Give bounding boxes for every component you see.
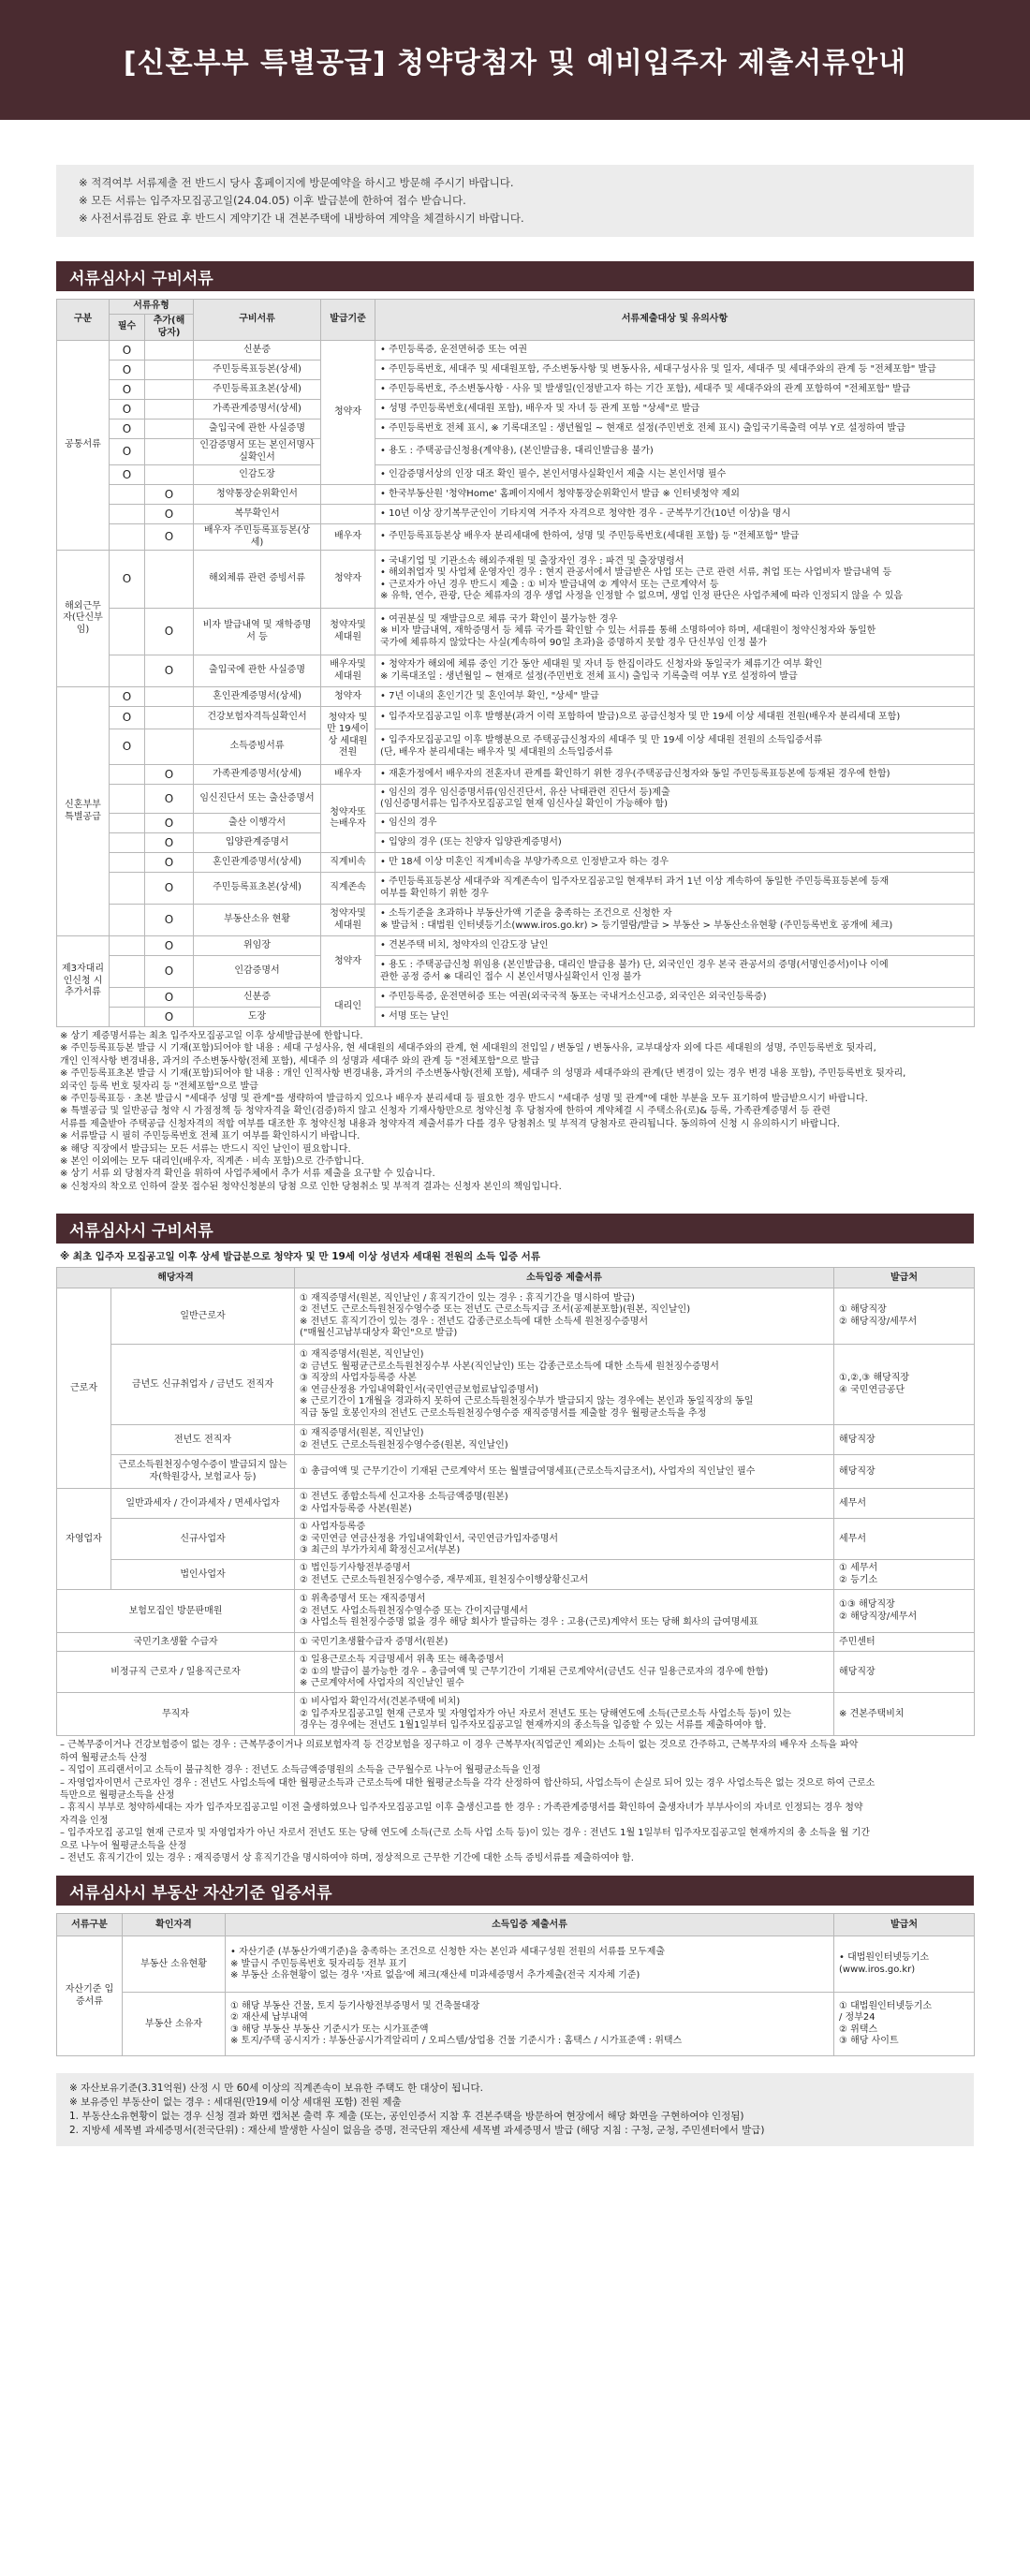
doc-line: ① 비사업자 확인각서(견본주택에 비치) [300,1697,461,1708]
category-third-party: 제3자대리인신청 시추가서류 [57,936,110,1027]
category-abroad: 해외근무자(단신부임) [57,551,110,687]
doc-line: ① 전년도 종합소득세 신고자용 소득금액증명(원본) [300,1492,508,1503]
issuer-cell [834,1936,975,1993]
issuer-line: ① 대법원인터넷등기소 [839,2000,933,2011]
asset-documents-table [56,1913,975,2056]
document-name: 가족관계증명서(상세) [194,400,321,420]
document-name: 주민등록표초본(상세) [194,873,321,905]
note-line: ※ 주민등록표등본 발급 시 기재(포함)되어야 할 내용 : 세대 구성사유, 현 세대원의 세대주와의 관계, 현 세대원의 전입일 / 변동일 / 변동사유, 교부대상자 외에 다른 세대원의 성명, 주민등록번호 뒷자리, [60,1043,876,1054]
col-header-issuer: 발급기준 [321,300,375,341]
issuer-cell: 해당직장 [834,1425,975,1455]
note-line: • 주민등록표등본상 세대주와 직계존속이 입주자모집공고일 현재부터 과거 1년 이상 계속하여 동일한 주민등록표등본에 등재 [380,876,890,887]
doc-line: ③ 해당 부동산 부동산 기준시가 또는 시가표준액 [230,2024,429,2035]
note-line: • 국내기업 및 기관소속 해외주재원 및 출장자인 경우 : 파견 및 출장명령서 [380,555,684,567]
note-line: ※ 상기 서류 외 당첨자격 확인을 위하여 사업주체에서 추가 서류 제출을 요구할 수 있습니다. [60,1169,435,1180]
additional-mark: O [145,505,194,524]
note-line: • 여권분실 및 재발급으로 체류 국가 확인이 불가능한 경우 [380,613,618,625]
additional-mark: O [145,1008,194,1027]
document-name: 소득증빙서류 [194,729,321,765]
notice-line: ※ 자산보유기준(3.31억원) 산정 시 만 60세 이상의 직계존속이 보유한 주택도 한 대상이 됩니다. [69,2083,483,2095]
col-header-category: 구분 [57,300,110,341]
document-name: 인감증명서 또는 본인서명사실확인서 [194,439,321,465]
target-name: 무직자 [57,1693,295,1736]
document-note: • 10년 이상 장기복무군인이 기타지역 거주자 자격으로 청약한 경우 - 군복무기간(10년 이상)을 명시 [375,505,975,524]
note-line: • 소득기준을 초과하나 부동산가액 기준을 충족하는 조건으로 신청한 자 [380,908,672,919]
col-header-required: 필수 [110,315,145,341]
doc-line: 직급 동일 호봉인자의 전년도 근로소득원천징수영수증 재직증명서를 제출할 경우 월평균소득을 추정 [300,1407,707,1419]
document-name: 임신진단서 또는 출산증명서 [194,785,321,814]
required-mark: O [110,380,145,400]
col-header-document: 구비서류 [194,300,321,341]
additional-mark: O [145,956,194,988]
notice-line: ※ 적격여부 서류제출 전 반드시 당사 홈페이지에 방문예약을 하시고 방문해 주시기 바랍니다. [79,176,514,189]
note-line: ※ 비자 발급내역, 재학증명서 등 체류 국가를 확인할 수 있는 서류를 통해 소명하여야 하며, 세대원이 청약신청자와 동일한 [380,626,876,637]
required-mark: O [110,341,145,361]
note-line: ※ 특별공급 및 일반공급 청약 시 가점정책 등 청약자격을 확인(검증)하지 않고 신청자 기재사항만으로 청약신청 후 당첨자에 한하여 계약체결 시 주택소유(로)& 등록, 가족관계증명서 등 관련 [60,1106,831,1117]
additional-mark: O [145,853,194,873]
document-note: • 주민등록표등본상 배우자 분리세대에 한하여, 성명 및 주민등록번호(세대원 포함) 등 "전체포함" 발급 [375,524,975,551]
issuer-line: • 대법원인터넷등기소 [839,1952,930,1964]
section-notes [56,1027,974,1193]
doc-line: ③ 직장의 사업자등록증 사본 [300,1373,417,1384]
documents-cell [295,1489,834,1519]
note-line: 관한 공정 증서 ※ 대리인 접수 시 본인서명사실확인서 인정 불가 [380,971,641,982]
doc-line: ④ 연금산정용 가입내역확인서(국민연금보험료납입증명서) [300,1384,538,1395]
col-header-notes: 서류제출대상 및 유의사항 [375,300,975,341]
note-line: – 휴직시 부부로 청약하세대는 자가 입주자모집공고일 이전 출생하였으나 입주자모집공고일 이후 출생신고를 한 경우 : 가족관계증명서를 확인하여 출생자녀가 부부사이의 자녀로 인정되는 경우 청약 [60,1803,863,1814]
document-note: • 주민등록번호, 주소변동사항 · 사유 및 발생일(인정받고자 하는 기간 포함), 세대주 및 세대주와의 관계 포함하여 "전체포함" 발급 [375,380,975,400]
target-name: 법인사업자 [111,1560,295,1590]
document-note [375,729,975,765]
doc-line: ※ 부동산 소유현황이 없는 경우 '자료 없음'에 체크(재산세 미과세증명서 추가제출(전국 지자체 기준) [230,1970,640,1981]
documents-cell [295,1345,834,1425]
col-header-type: 서류유형 [110,300,194,315]
document-note: • 만 18세 이상 미혼인 직계비속을 부양가족으로 인정받고자 하는 경우 [375,853,975,873]
target-name: 금년도 신규취업자 / 금년도 전직자 [111,1345,295,1425]
section-required-documents [56,261,974,1193]
issuer-line: ① 세무서 [839,1563,878,1574]
note-line: (임신증명서류는 입주자모집공고일 현재 임신사실 확인이 가능해야 함) [380,799,669,809]
note-line: • 청약자가 해외에 체류 중인 기간 동안 세대원 및 자녀 등 한집이라도 신청자와 동일국가 체류기간 여부 확인 [380,659,823,670]
doc-line: ② 전년도 근로소득원천징수영수증(원본, 직인날인) [300,1439,508,1450]
document-name: 신분증 [194,341,321,361]
document-note: • 7년 이내의 혼인기간 및 혼인여부 확인, "상세" 발급 [375,687,975,707]
issuer-line: ① 해당직장 [839,1304,887,1316]
document-note: • 주민등록증, 운전면허증 또는 여권(외국국적 동포는 국내거소신고증, 외국인은 외국인등록증) [375,988,975,1008]
note-line: ※ 발급처 : 대법원 인터넷등기소(www.iros.go.kr) > 등기열람/발급 > 부동산 > 부동산소유현황 (주민등록번호 공개에 체크) [380,920,893,931]
required-mark: O [110,551,145,609]
top-notice-box [56,165,974,237]
note-line: – 전년도 휴직기간이 있는 경우 : 재직증명서 상 휴직기간을 명시하여야 하며, 정상적으로 근무한 기간에 대한 소득 증빙서류를 제출하여야 함. [60,1852,634,1863]
document-name: 출산 이행각서 [194,814,321,833]
doc-line: ② 전년도 근로소득원천징수영수증, 재무제표, 원천징수이행상황신고서 [300,1574,589,1585]
note-line: 자격을 인정 [60,1815,109,1826]
required-mark: O [110,361,145,380]
col-header-documents: 소득입증 제출서류 [226,1914,834,1936]
doc-line: ① 재직증명서(원본, 직인날인 / 휴직기간이 있는 경우 : 휴직기간을 명시하여 발급) [300,1292,635,1303]
doc-line: ※ 근로계약서에 사업자의 직인날인 필수 [300,1678,464,1689]
document-name: 인감증명서 [194,956,321,988]
note-line: – 입주자모집 공고일 현재 근로자 및 자영업자가 아닌 자로서 전년도 또는 당해 연도에 소득(근로 소득 사업 소득 등)이 있는 경우 : 전년도 1월 1일부터 입주자모집공고일 현재까지의 총 소득을 월 기간 [60,1828,870,1839]
doc-line: ② 금년도 월평균근로소득원천징수부 사본(직인날인) 또는 갑종근로소득에 대한 소득세 원천징수증명서 [300,1361,719,1372]
document-name: 건강보험자격득실확인서 [194,707,321,729]
documents-cell [295,1519,834,1560]
notice-line: ※ 보유증인 부동산이 없는 경우 : 세대원(만19세 이상 세대원 포함) 전원 제출 [69,2097,402,2109]
document-name: 인감도장 [194,465,321,485]
issuer-cell: 해당직장 [834,1652,975,1693]
note-line: 득만으로 월평균소득을 산정 [60,1789,175,1801]
section-subnote: ※ 최초 입주자 모집공고일 이후 상세 발급분으로 청약자 및 만 19세 이상 성년자 세대원 전원의 소득 입증 서류 [60,1251,540,1263]
required-mark: O [110,420,145,439]
issuer-line: / 정부24 [839,2012,876,2024]
doc-line: ② 입주자모집공고일 현재 근로자 및 자영업자가 아닌 자로서 전년도 또는 당해연도에 소득(근로소득 사업소득 등)이 있는 [300,1708,791,1719]
note-line: – 근복무중이거나 건강보험증이 없는 경우 : 근복무중이거나 의료보험자격 등 건강보험을 징구하고 이 경우 근복무자(직업군인 제외)는 소득이 없는 것으로 간주하고, 근복무자의 배우자 소득을 파악 [60,1740,859,1751]
issuer-line: ③ 해당 사이트 [839,2036,899,2047]
issuer-cell: ※ 견본주택비치 [834,1693,975,1736]
documents-cell: ① 총급여액 및 근무기간이 기재된 근로계약서 또는 월별급여명세표(근로소득지급조서), 사업자의 직인날인 필수 [295,1455,834,1489]
document-name: 청약통장순위확인서 [194,485,321,505]
doc-line: ③ 사업소득 원천징수증명 없을 경우 해당 회사가 발급하는 경우 : 고용(근로)계약서 또는 당해 회사의 급여명세표 [300,1617,758,1628]
issuer: 배우자 [321,765,375,785]
document-note: • 주민등록번호, 세대주 및 세대원포함, 주소변동사항 및 변동사유, 세대구성사유 및 일자, 세대주 및 세대주와의 관계 등 "전체포함" 발급 [375,361,975,380]
document-name: 가족관계증명서(상세) [194,765,321,785]
issuer: 배우자및 세대원 [321,655,375,687]
doc-line: ※ 토지/주택 공시지가 : 부동산공시가격알리미 / 오피스텔/상업용 건물 기준시가 : 홈택스 / 시가표준액 : 위택스 [230,2036,683,2047]
document-name: 주민등록표등본(상세) [194,361,321,380]
required-mark: O [110,707,145,729]
doc-line: ② ①의 발급이 불가능한 경우 – 총급여액 및 근무기간이 기재된 근로계약서(금년도 신규 일용근로자의 경우에 한함) [300,1666,769,1677]
documents-cell [226,1993,834,2056]
issuer-cell [834,1993,975,2056]
doc-line: ② 재산세 납부내역 [230,2012,308,2024]
note-line: ※ 기록대조일 : 생년월일 ~ 현재로 설정(주민번호 전체 표시) 출입국 기록출력 여부 Y로 설정하여 발급 [380,670,798,682]
document-name: 복무확인서 [194,505,321,524]
additional-mark: O [145,785,194,814]
note-line: 외국인 등록 번호 뒷자리 등 "전체포함"으로 발급 [60,1081,258,1092]
documents-cell [295,1652,834,1693]
document-name: 주민등록표초본(상세) [194,380,321,400]
page-title: [신혼부부 특별공급] 청약당첨자 및 예비입주자 제출서류안내 [0,0,1030,120]
documents-cell [295,1560,834,1590]
additional-mark: O [145,988,194,1008]
additional-mark: O [145,765,194,785]
doc-line: ③ 최근의 부가가치세 확정신고서(부본) [300,1545,461,1556]
note-line: 으로 나누어 월평균소득을 산정 [60,1840,187,1851]
doc-line: ※ 발급시 주민등록번호 뒷자리등 전부 표기 [230,1958,407,1969]
target-name: 부동산 소유현황 [123,1936,226,1993]
additional-mark: O [145,814,194,833]
note-line: ※ 서류발급 시 필히 주민등록번호 전체 표기 여부를 확인하시기 바랍니다. [60,1131,360,1142]
issuer: 배우자 [321,524,375,551]
doc-line: ① 법인등기사항전부증명서 [300,1563,411,1574]
col-header-target: 확인자격 [123,1914,226,1936]
category-asset: 자산기준 입증서류 [57,1936,123,2056]
additional-mark: O [145,873,194,905]
notice-line: ※ 모든 서류는 입주자모집공고일(24.04.05) 이후 발급분에 한하여 접수 받습니다. [79,194,466,207]
target-name: 부동산 소유자 [123,1993,226,2056]
doc-line: ① 해당 부동산 건물, 토지 등기사항전부증명서 및 건축물대장 [230,2000,480,2011]
group-worker: 근로자 [57,1288,111,1489]
note-line: ※ 주민등록표등 · 초본 발급시 "세대주 성명 및 관계"를 생략하여 발급하지 있으나 배우자 분리세대 등 필요한 경우 반드시 "세대주 성명 및 관계"에 대한 부분을 모두 표기하여 발급받으시기 바랍니다. [60,1094,868,1105]
documents-cell [295,1425,834,1455]
document-note: • 임신의 경우 [375,814,975,833]
required-documents-table [56,299,975,1027]
issuer-line: ①③ 해당직장 [839,1599,895,1611]
bottom-notice-box [56,2073,974,2146]
document-note: • 인감증명서상의 인장 대조 확인 필수, 본인서명사실확인서 제출 시는 본인서명 필수 [375,465,975,485]
doc-line: • 자산기준 (부동산가액기준)을 충족하는 조건으로 신청한 자는 본인과 세대구성원 전원의 서류를 모두제출 [230,1947,666,1958]
note-line: 하여 월평균소득 산정 [60,1752,148,1763]
additional-mark: O [145,485,194,505]
document-note [375,551,975,609]
target-name: 국민기초생활 수급자 [57,1633,295,1652]
document-name: 혼인관계증명서(상세) [194,853,321,873]
section-income-documents [56,1214,974,1864]
col-header-additional: 추가(해당자) [145,315,194,341]
doc-line: ② 사업자등록증 사본(원본) [300,1503,412,1514]
document-name: 입양관계증명서 [194,833,321,853]
doc-line: ※ 전년도 휴직기간이 있는 경우 : 전년도 갑종근로소득에 대한 소득세 원천징수증명서 [300,1316,648,1327]
document-name: 해외체류 관련 증빙서류 [194,551,321,609]
issuer-line: ② 해당직장/세무서 [839,1316,918,1327]
note-line: 개인 인적사항 변경내용, 과거의 주소변동사항(전체 포함), 세대주 의 성명과 세대주 와의 관계 등 "전체포함"으로 발급 [60,1055,540,1067]
doc-line: ① 재직증명서(원본, 직인날인) [300,1349,424,1361]
issuer: 직계존속 [321,873,375,905]
document-name: 출입국에 관한 사실증명 [194,420,321,439]
col-header-category: 서류구분 [57,1914,123,1936]
document-note: • 입양의 경우 (또는 친양자 입양관계증명서) [375,833,975,853]
note-line: ※ 상기 제증명서류는 최초 입주자모집공고일 이후 상세발급분에 한합니다. [60,1031,363,1041]
note-line: ※ 유학, 연수, 관광, 단순 체류자의 경우 생업 사정을 인정할 수 없으며, 생업 인정 판단은 사업주체에 따라 인정되지 않을 수 있음 [380,591,904,601]
document-name: 배우자 주민등록표등본(상세) [194,524,321,551]
doc-line: ② 전년도 사업소득원천징수영수증 또는 간이지급명세서 [300,1605,528,1616]
document-note [375,655,975,687]
target-name: 근로소득원천징수영수증이 발급되지 않는 자(학원강사, 보험교사 등) [111,1455,295,1489]
doc-line: ① 일용근로소득 지급명세서 위촉 또는 해촉증명서 [300,1655,505,1666]
issuer-line: ② 등기소 [839,1574,878,1585]
category-common: 공통서류 [57,341,110,551]
document-note [375,873,975,905]
required-mark: O [110,400,145,420]
group-self-employed: 자영업자 [57,1489,111,1590]
documents-cell: ① 국민기초생활수급자 증명서(원본) [295,1633,834,1652]
issuer: 대리인 [321,988,375,1027]
document-name: 신분증 [194,988,321,1008]
target-name: 일반과세자 / 간이과세자 / 면세사업자 [111,1489,295,1519]
document-name: 비자 발급내역 및 재학증명서 등 [194,609,321,655]
note-line: • 임신의 경우 임신증명서류(임신진단서, 유산 낙태관련 진단서 등)제출 [380,787,670,798]
documents-cell [295,1590,834,1633]
target-name: 비정규직 근로자 / 일용직근로자 [57,1652,295,1693]
document-note [375,905,975,936]
target-name: 전년도 전직자 [111,1425,295,1455]
additional-mark: O [145,833,194,853]
notice-line: ※ 사전서류검토 완료 후 반드시 계약기간 내 견본주택에 내방하여 계약을 체결하시기 바랍니다. [79,212,524,225]
additional-mark: O [145,655,194,687]
note-line: • 용도 : 주택공급신청 위임용 (본인발급용, 대리인 발급용 불가) 단, 외국인인 경우 본국 관공서의 증명(서명인증서)이나 이에 [380,960,889,970]
issuer-cell [834,1560,975,1590]
issuer: 청약자 [321,687,375,707]
doc-line: ※ 근로기간이 1개월을 경과하지 못하여 근로소득원천징수부가 발급되지 않는 경우에는 본인과 동일직장의 동일 [300,1396,754,1407]
documents-cell [226,1936,834,1993]
note-line: – 자영업자이면서 근로자인 경우 : 전년도 사업소득에 대한 월평균소득과 근로소득에 대한 월평균소득을 각각 산정하여 합산하되, 사업소득이 손실로 되어 있는 경우 사업소득은 없는 것으로 하여 근로소 [60,1777,876,1788]
col-header-documents: 소득입증 제출서류 [295,1268,834,1288]
issuer-cell [834,1345,975,1425]
issuer-cell [834,1590,975,1633]
issuer-cell [834,1288,975,1345]
document-note: • 주민등록증, 운전면허증 또는 여권 [375,341,975,361]
col-header-issuer: 발급처 [834,1268,975,1288]
doc-line: 경우는 경우에는 전년도 1월1일부터 입주자모집공고일 현재까지의 종소득을 입증할 수 있는 서류를 제출하여야 함. [300,1720,767,1731]
issuer-line: ①,②,③ 해당직장 [839,1373,910,1384]
doc-line: ("매월신고납부대상자 확인"으로 발급) [300,1328,458,1339]
document-note: • 재혼가정에서 배우자의 전혼자녀 관계를 확인하기 위한 경우(주택공급신청자와 동일 주민등록표등본에 등재된 경우에 한함) [375,765,975,785]
note-line: (단, 배우자 분리세대는 배우자 및 세대원의 소득입증서류 [380,746,613,758]
notice-line: 1. 부동산소유현황이 없는 경우 신청 결과 화면 캡처본 출력 후 제출 (또는, 공인인증서 지참 후 견본주택을 방문하여 현장에서 해당 화면을 구현하여야 인정됨) [69,2111,744,2123]
section-title: 서류심사시 부동산 자산기준 입증서류 [56,1876,974,1906]
note-line: – 직업이 프리랜서이고 소득이 불규칙한 경우 : 전년도 소득금액증명원의 소득을 근무월수로 나누어 월평균소득을 인정 [60,1765,541,1776]
document-note [375,609,975,655]
required-mark: O [110,729,145,765]
document-note: • 입주자모집공고일 이후 발행분(과거 이력 포함하여 발급)으로 공급신청자 및 만 19세 이상 세대원 전원(배우자 분리세대 포함) [375,707,975,729]
note-line: 서류를 제출받아 주택공급 신청자격의 적합 여부를 대조한 후 청약신청 내용과 청약자격 제출서류가 다를 경우 당첨취소 및 부적격 당첨자로 관리됩니다. 동의하여 신청 시 유의하시기 바랍니다. [60,1118,840,1129]
issuer-cell: 세무서 [834,1489,975,1519]
documents-cell [295,1288,834,1345]
note-line: 국가에 체류하지 않았다는 사실(계속하여 90일 초과)을 증명하지 못할 경우 단신부임 인정 불가 [380,637,767,648]
doc-line: ① 위촉증명서 또는 재직증명서 [300,1594,426,1605]
issuer-line: (www.iros.go.kr) [839,1964,916,1975]
note-line: ※ 주민등록표초본 발급 시 기재(포함)되어야 할 내용 : 개인 인적사항 변경내용, 과거의 주소변동사항(전체 포함), 세대주 의 성명과 세대주와의 관계(단 변경이 있는 경우 변경 내용 포함), 주민등록번호 뒷자리, [60,1068,906,1080]
issuer: 청약자 [321,341,375,485]
additional-mark: O [145,905,194,936]
document-note [375,956,975,988]
document-note: • 서명 또는 날인 [375,1008,975,1027]
section-title: 서류심사시 구비서류 [56,1214,974,1244]
issuer-line: ② 위택스 [839,2024,878,2035]
document-note: • 성명 주민등록번호(세대원 포함), 배우자 및 자녀 등 관계 포함 "상세"로 발급 [375,400,975,420]
document-name: 도장 [194,1008,321,1027]
col-header-issuer: 발급처 [834,1914,975,1936]
document-note [375,785,975,814]
note-line: ※ 본인 이외에는 모두 대리인(배우자, 직계존 · 비속 포함)으로 간주합니다. [60,1156,364,1168]
col-header-target: 해당자격 [57,1268,295,1288]
note-line: • 근로자가 아닌 경우 반드시 제출 : ① 비자 발급내역 ② 계약서 또는 근로계약서 등 [380,579,719,590]
note-line: 여부를 확인하기 위한 경우 [380,888,489,899]
issuer: 청약자및 세대원 [321,905,375,936]
target-name: 일반근로자 [111,1288,295,1345]
issuer-cell: 해당직장 [834,1455,975,1489]
notice-line: 2. 지방세 세목별 과세증명서(전국단위) : 재산세 발생한 사실이 없음을 증명, 전국단위 재산세 세목별 과세증명서 발급 (해당 지침 : 구청, 군청, 주민센터에서 발급) [69,2125,765,2137]
issuer-line: ④ 국민연금공단 [839,1384,905,1395]
document-note: • 견본주택 비치, 청약자의 인감도장 날인 [375,936,975,956]
issuer: 청약자 [321,551,375,609]
issuer: 직계비속 [321,853,375,873]
doc-line: ① 재직증명서(원본, 직인날인) [300,1428,424,1439]
required-mark: O [110,687,145,707]
issuer-cell: 세무서 [834,1519,975,1560]
document-note: • 한국부동산원 '청약Home' 홈페이지에서 청약통장순위확인서 발급 ※ 인터넷청약 제외 [375,485,975,505]
note-line: • 해외취업자 및 사업체 운영자인 경우 : 현지 관공서에서 발급받은 사업 또는 근로 관련 서류, 취업 또는 사업비자 발급내역 등 [380,567,892,578]
required-mark: O [110,439,145,465]
target-name: 보험모집인 방문판매원 [57,1590,295,1633]
document-name: 위임장 [194,936,321,956]
target-name: 신규사업자 [111,1519,295,1560]
note-line: • 입주자모집공고일 이후 발행분으로 주택공급신청자의 세대주 및 만 19세 이상 세대원 전원의 소득입증서류 [380,735,823,745]
income-documents-table [56,1267,975,1736]
document-note: • 용도 : 주택공급신청용(계약용), (본인발급용, 대리인발급용 불가) [375,439,975,465]
note-line: ※ 해당 직장에서 발급되는 모든 서류는 반드시 직인 날인이 필요합니다. [60,1143,351,1155]
doc-line: ② 국민연금 연금산정용 가입내역확인서, 국민연금가입자증명서 [300,1533,559,1544]
section-title: 서류심사시 구비서류 [56,261,974,291]
document-name: 출입국에 관한 사실증명 [194,655,321,687]
note-line: ※ 신청자의 착오로 인하여 잘못 접수된 청약신청분의 당첨 으로 인한 당첨취소 및 부적격 결과는 신청자 본인의 책임입니다. [60,1181,562,1192]
doc-line: ② 전년도 근로소득원천징수영수증 또는 전년도 근로소득지급 조서(공제분포함)(원본, 직인날인) [300,1304,691,1316]
document-name: 부동산소유 현황 [194,905,321,936]
issuer: 청약자 및만 19세이상 세대원전원 [321,707,375,765]
issuer-line: ② 해당직장/세무서 [839,1611,918,1622]
category-newlywed: 신혼부부특별공급 [57,687,110,936]
section-notes [56,1736,974,1864]
required-mark: O [110,465,145,485]
additional-mark: O [145,524,194,551]
issuer: 청약자 [321,936,375,988]
additional-mark: O [145,936,194,956]
document-name: 혼인관계증명서(상세) [194,687,321,707]
issuer: 청약자또는배우자 [321,785,375,853]
issuer: 청약자및 세대원 [321,609,375,655]
additional-mark: O [145,609,194,655]
issuer-cell: 주민센터 [834,1633,975,1652]
documents-cell [295,1693,834,1736]
document-note: • 주민등록번호 전체 표시, ※ 기록대조일 : 생년월일 ~ 현재로 설정(주민번호 전체 표시) 출입국기록출력 여부 Y로 설정하여 발급 [375,420,975,439]
doc-line: ① 사업자등록증 [300,1522,366,1533]
section-asset-documents [56,1876,974,2056]
